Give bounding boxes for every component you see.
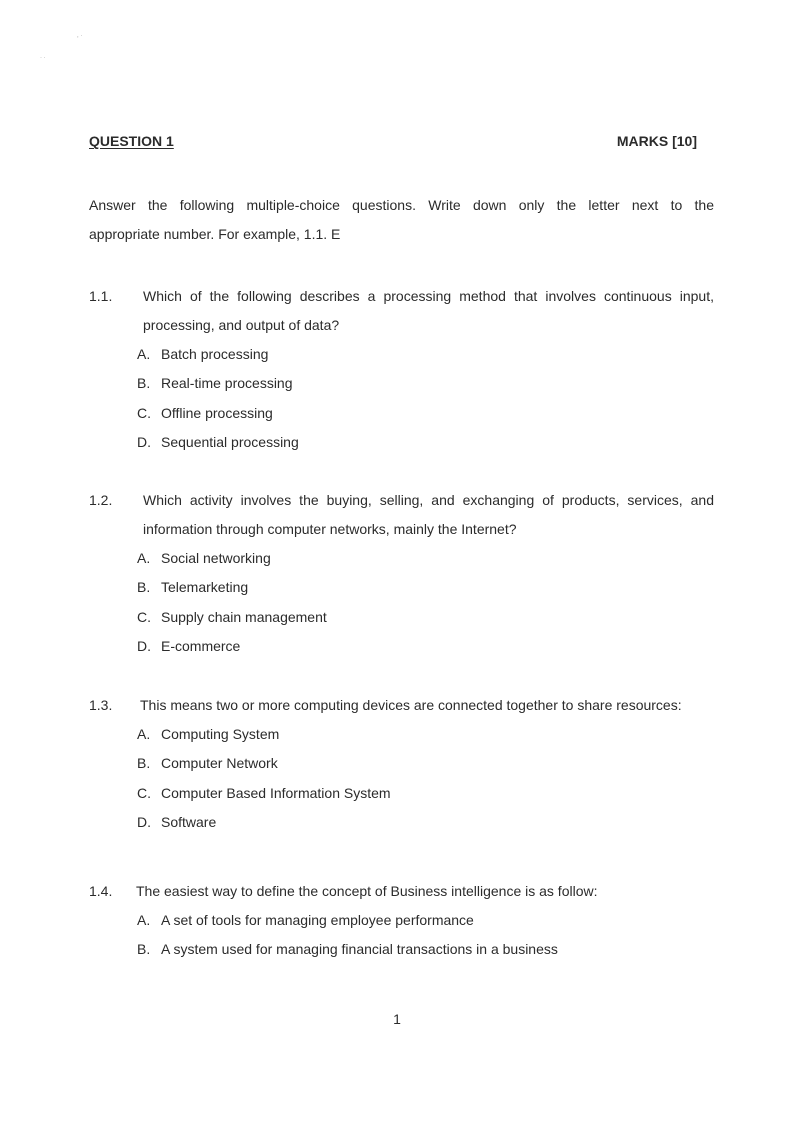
- option-c: C. Supply chain management: [137, 608, 327, 625]
- option-b: B. Real-time processing: [137, 375, 293, 392]
- answer-options: [137, 340, 714, 457]
- answer-options: [137, 906, 714, 965]
- option-d: D. Software: [137, 813, 217, 830]
- option-a: A. Computing System: [137, 726, 280, 742]
- question-text-line-2: processing, and output of data?: [143, 317, 340, 333]
- question-number: 1.3.: [89, 697, 113, 713]
- option-b: B. Computer Network: [137, 755, 278, 772]
- instructions-line-1: Answer the following multiple-choice questions. Write down only the letter next to the: [89, 197, 714, 213]
- question-text-line-1: Which activity involves the buying, selling, and exchanging of products, services, and: [143, 492, 714, 508]
- option-a: A. Social networking: [137, 550, 271, 566]
- question-1-4: [89, 877, 714, 965]
- question-text-line-2: information through computer networks, mainly the Internet?: [143, 521, 517, 537]
- instructions: [89, 191, 714, 249]
- option-b: B. A system used for managing financial transactions in a business: [137, 941, 558, 958]
- option-c: C. Computer Based Information System: [137, 784, 391, 801]
- answer-options: [137, 720, 714, 837]
- question-1-2: [89, 486, 714, 661]
- option-d: D. E-commerce: [137, 637, 241, 654]
- marks-label: MARKS [10]: [616, 133, 697, 149]
- page-number: 1: [393, 1011, 401, 1027]
- question-header: [89, 133, 697, 149]
- question-text-line-1: This means two or more computing devices are connected together to share resources:: [140, 697, 682, 713]
- scan-artifact: · ·: [40, 55, 46, 61]
- option-a: A. Batch processing: [137, 346, 269, 362]
- option-b: B. Telemarketing: [137, 579, 249, 596]
- scan-artifact: , ·: [77, 33, 83, 39]
- question-number: 1.1.: [89, 288, 113, 304]
- question-text-line-1: Which of the following describes a processing method that involves continuous input,: [143, 288, 714, 304]
- option-d: D. Sequential processing: [137, 433, 299, 450]
- question-1-3: [89, 691, 714, 837]
- question-title: QUESTION 1: [89, 133, 174, 149]
- question-text-line-1: The easiest way to define the concept of Business intelligence is as follow:: [136, 883, 598, 899]
- option-a: A. A set of tools for managing employee performance: [137, 912, 474, 928]
- question-1-1: [89, 282, 714, 457]
- instructions-line-2: appropriate number. For example, 1.1. E: [89, 226, 341, 242]
- question-number: 1.4.: [89, 883, 113, 899]
- question-number: 1.2.: [89, 492, 113, 508]
- answer-options: [137, 544, 714, 661]
- option-c: C. Offline processing: [137, 404, 273, 421]
